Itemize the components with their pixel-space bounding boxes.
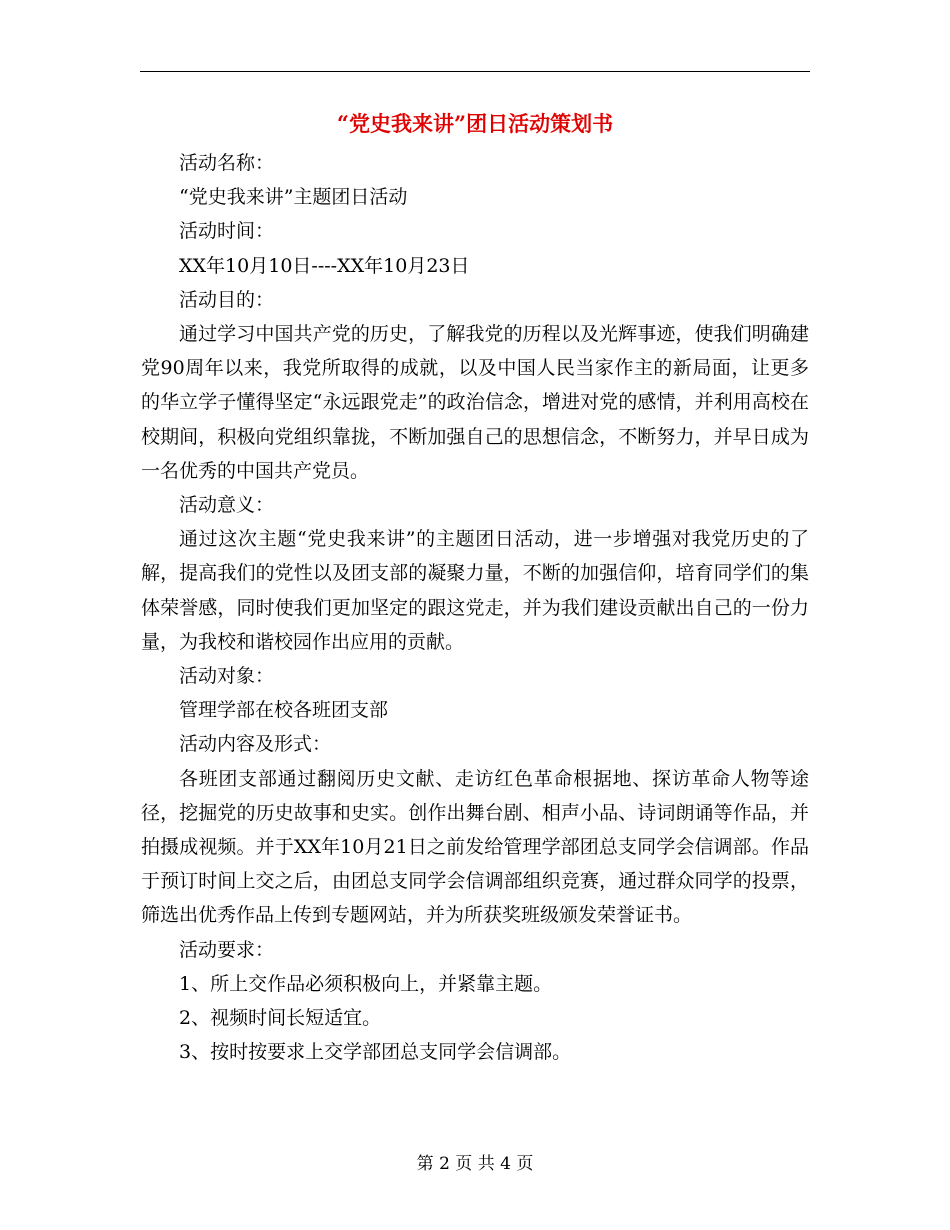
header-rule <box>140 71 810 72</box>
section-label-content: 活动内容及形式： <box>179 733 332 756</box>
activity-purpose: 通过学习中国共产党的历史，了解我党的历程以及光辉事迹，使我们明确建党90周年以来，我党所取得的成就，以及中国人民当家作主的新局面，让更多的华立学子懂得坚定“永远跟党走”的政治信念，增进对党的感情，并利用高校在校期间，积极向党组织靠拢，不断加强自己的思想信念，不断努力，并早日成为一名优秀的中国共产党员。 <box>141 323 809 482</box>
section-label-time: 活动时间： <box>179 220 275 243</box>
document-body <box>141 146 809 1069</box>
activity-time: XX年10月10日----XX年10月23日 <box>179 254 470 277</box>
page-number: 第 2 页 共 4 页 <box>416 1154 534 1174</box>
document-title: “党史我来讲”团日活动策划书 <box>336 111 614 136</box>
activity-name: “党史我来讲”主题团日活动 <box>179 186 408 209</box>
section-label-significance: 活动意义： <box>179 494 275 517</box>
section-label-purpose: 活动目的： <box>179 288 275 311</box>
section-label-requirements: 活动要求： <box>179 938 275 961</box>
requirement-item: 2、视频时间长短适宜。 <box>179 1007 382 1030</box>
section-label-target: 活动对象： <box>179 665 275 688</box>
activity-significance: 通过这次主题“党史我来讲”的主题团日活动，进一步增强对我党历史的了解，提高我们的党性以及团支部的凝聚力量，不断的加强信仰，培育同学们的集体荣誉感，同时使我们更加坚定的跟这党走，并为我们建设贡献出自己的一份力量，为我校和谐校园作出应用的贡献。 <box>141 528 809 653</box>
activity-content: 各班团支部通过翻阅历史文献、走访红色革命根据地、探访革命人物等途径，挖掘党的历史故事和史实。创作出舞台剧、相声小品、诗词朗诵等作品，并拍摄成视频。并于XX年10月21日之前发给管理学部团总支同学会信调部。作品于预订时间上交之后，由团总支同学会信调部组织竞赛，通过群众同学的投票，筛选出优秀作品上传到专题网站，并为所获奖班级颁发荣誉证书。 <box>141 767 809 927</box>
requirement-item: 3、按时按要求上交学部团总支同学会信调部。 <box>179 1041 572 1064</box>
section-label-name: 活动名称： <box>179 152 275 174</box>
requirement-item: 1、所上交作品必须积极向上，并紧靠主题。 <box>179 972 553 995</box>
activity-target: 管理学部在校各班团支部 <box>179 699 389 722</box>
